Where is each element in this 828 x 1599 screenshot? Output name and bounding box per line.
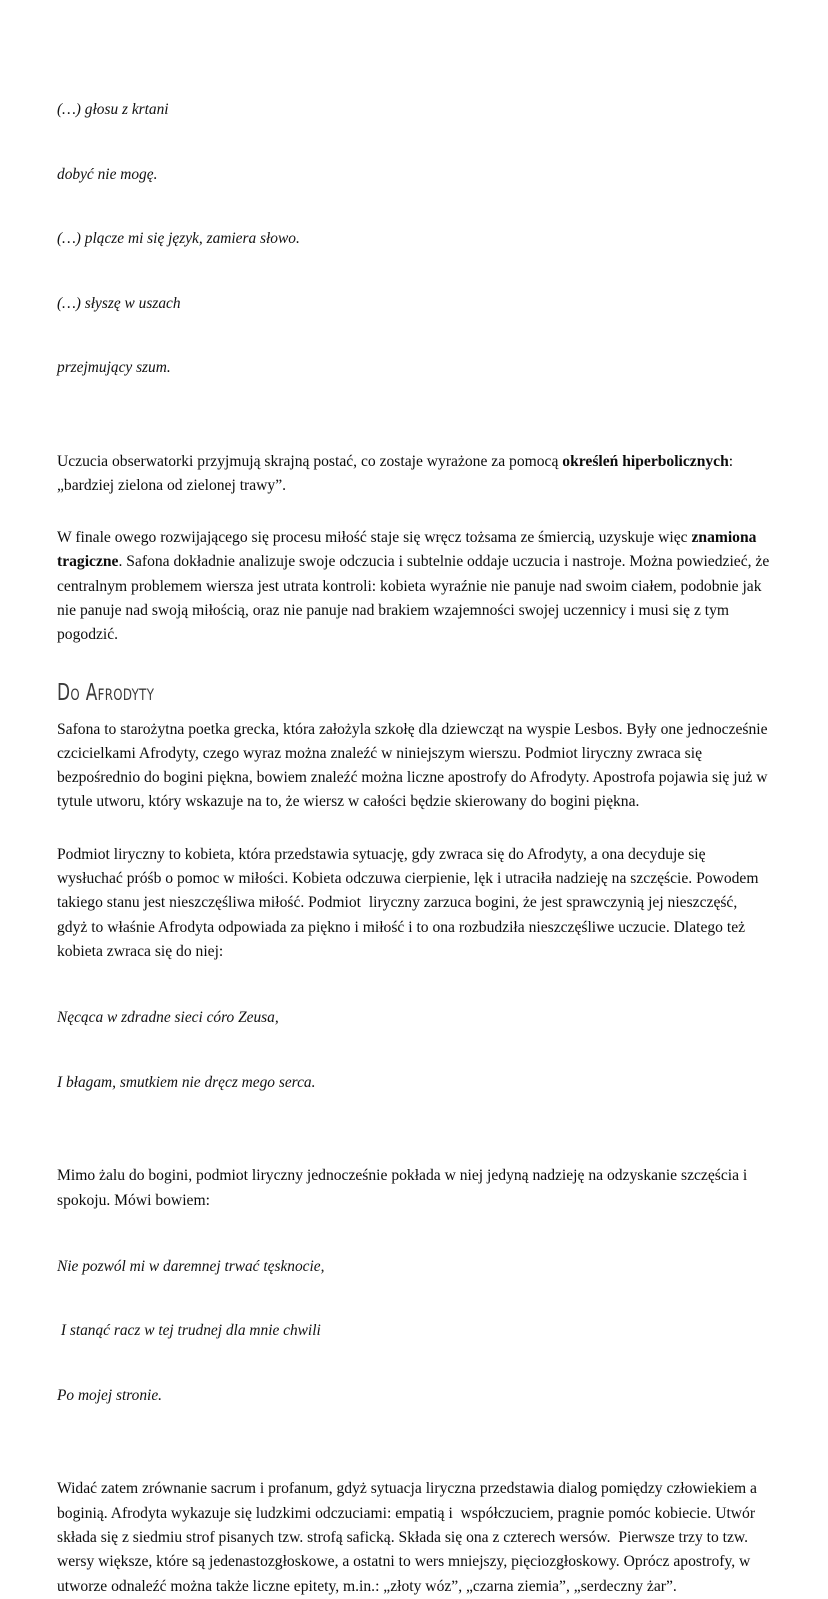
paragraph-conclusion: Widać zatem zrównanie sacrum i profanum, gdyż sytuacja liryczna przedstawia dialog pomiędzy człowiekiem a boginią. Afrodyta wykazuje się ludzkimi odczuciami: empatią i współczuciem, pragnie pomóc kobiecie. Utwór składa się z siedmiu strof pisanych tzw. strofą saficką. Składa się ona z czterech wersów. Pierwsze trzy to tzw. wersy większe, które są jedenastozgłoskowe, a ostatni to wers mniejszy, pięciozgłoskowy. Oprócz apostrofy, w utworze odnaleźć można także liczne epitety, m.in.: „złoty wóz”, „czarna ziemia”, „serdeczny żar”. (57, 1480, 761, 1595)
spacer (57, 1136, 770, 1164)
quote-line: (…) głosu z krtani (57, 101, 169, 118)
opening-quote-block (57, 56, 770, 422)
paragraph-sappho-intro: Safona to starożytna poetka grecka, która założyla szkołę dla dziewcząt na wyspie Lesbos. Były one jednocześnie czcicielkami Afrodyty, czego wyraz można znaleźć w niniejszym wierszu. Podmiot liryczny zwraca się bezpośrednio do bogini piękna, bowiem znaleźć można liczne apostrofy do Afrodyty. Apostrofa pojawia się już w tytule utworu, który wskazuje na to, że wiersz w całości będzie skierowany do bogini piękna. (57, 720, 772, 811)
paragraph-tragic (57, 526, 774, 647)
quote-line: (…) plącze mi się język, zamiera słowo. (57, 230, 300, 247)
emphasis-hyperbolic-terms: określeń hiperbolicznych (562, 452, 729, 470)
paragraph-text-segment: W finale owego rozwijającego się procesu miłość staje się wręcz tożsama ze śmiercią, uzyskuje więc (57, 529, 692, 547)
quote-line: Nie pozwól mi w daremnej trwać tęsknocie, (57, 1257, 325, 1275)
paragraph-hyperbole (57, 450, 770, 499)
document-content (57, 56, 774, 1599)
section-heading-do-afrodyty: Do Afrodyty (57, 679, 155, 706)
spacer (57, 498, 770, 526)
spacer (57, 422, 770, 450)
paragraph-lyrical-subject: Podmiot liryczny to kobieta, która przedstawia sytuację, gdy zwraca się do Afrodyty, a ona decyduje się wysłuchać próśb o pomoc w miłości. Kobieta odczuwa cierpienie, lęk i utraciła nadzieję na szczęście. Powodem takiego stanu jest nieszczęśliwa miłość. Podmiot liryczny zarzuca bogini, że jest sprawczynią jej nieszczęść, gdyż to właśnie Afrodyta odpowiada za piękno i miłość i to ona rozbudziła nieszczęśliwe uczucie. Dlatego też kobieta zwraca się do niej: (57, 845, 763, 960)
section-heading-wrapper (57, 678, 770, 708)
quote-line: dobyć nie mogę. (57, 165, 158, 183)
paragraph-text-segment: : „bardziej zielona od zielonej trawy”. (57, 452, 738, 494)
paragraph-hope: Mimo żalu do bogini, podmiot liryczny jednocześnie pokłada w niej jedyną nadzieję na odzyskanie szczęścia i spokoju. Mówi bowiem: (57, 1167, 752, 1209)
quote-block-longing (57, 1213, 770, 1450)
paragraph-text-segment: . Safona dokładnie analizuje swoje odczucia i subtelnie oddaje uczucia i nastroje. Można powiedzieć, że centralnym problemem wiersza jest utrata kontroli: kobieta wyraźnie nie panuje nad swoim ciałem, podobnie jak nie panuje nad swoją miłością, oraz nie panuje nad brakiem wzajemności swojej uczennicy i musi się z tym pogodzić. (57, 553, 774, 644)
quote-line: Nęcąca w zdradne sieci córo Zeusa, (57, 1009, 279, 1027)
quote-line: I błagam, smutkiem nie dręcz mego serca. (57, 1073, 316, 1091)
spacer (57, 815, 770, 843)
emphasis-tragic-marks: znamiona tragiczne (57, 529, 761, 571)
paragraph-text-segment: Uczucia obserwatorki przyjmują skrajną postać, co zostaje wyrażone za pomocą (57, 452, 563, 470)
quote-block-zeus (57, 964, 770, 1136)
spacer (57, 1449, 770, 1477)
quote-line: I stanąć racz w tej trudnej dla mnie chwili (57, 1322, 321, 1340)
quote-line: przejmujący szum. (57, 359, 171, 376)
quote-line: Po mojej stronie. (57, 1386, 163, 1404)
quote-line: (…) słyszę w uszach (57, 294, 181, 312)
